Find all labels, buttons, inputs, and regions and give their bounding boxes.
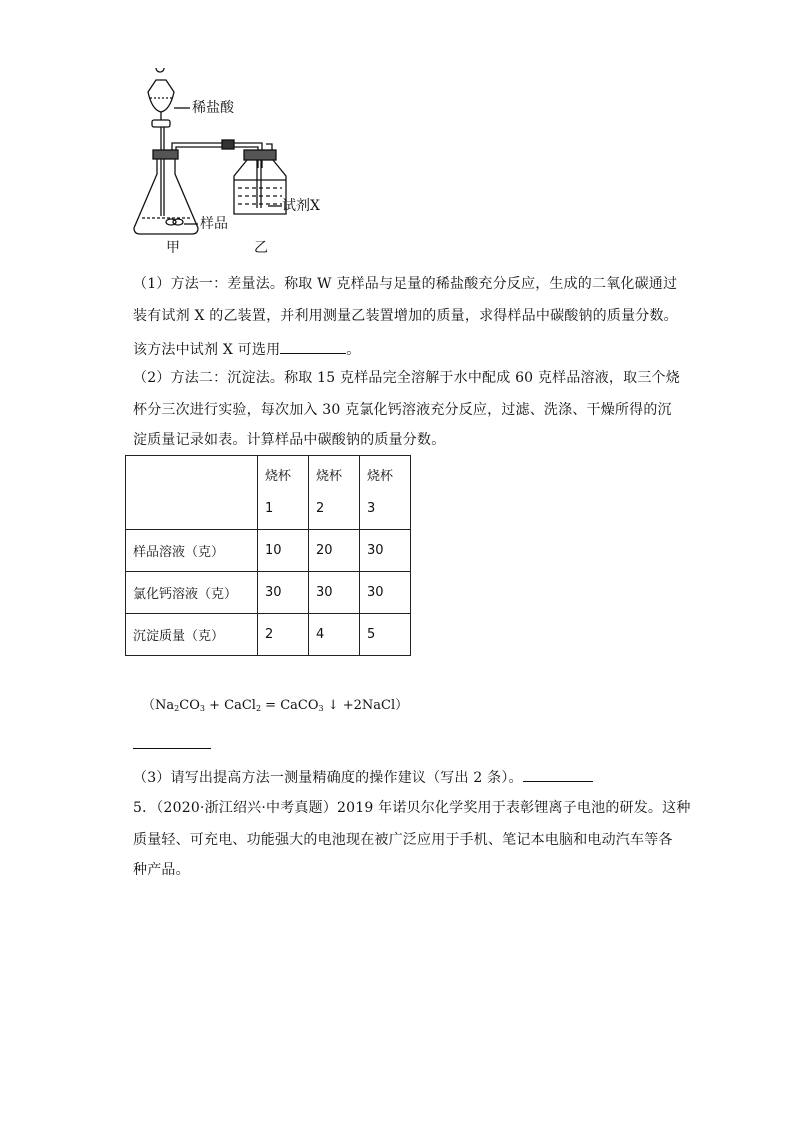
table-cell: 30 xyxy=(309,572,360,614)
header-beaker-number: 3 xyxy=(367,500,376,516)
flask-stopper xyxy=(153,150,178,159)
eq-sub: 3 xyxy=(318,704,324,713)
label-reagent-x: 试剂X xyxy=(282,198,320,214)
answer-blank-q2[interactable] xyxy=(133,748,211,749)
label-dilute-hcl: 稀盐酸 xyxy=(192,100,234,116)
answer-blank-q3[interactable] xyxy=(523,768,593,782)
header-beaker-label: 烧杯 xyxy=(367,468,394,484)
label-jia: 甲 xyxy=(166,240,180,256)
eq-cacl: CaCl xyxy=(224,698,256,713)
table-row xyxy=(126,572,411,614)
q1-line-3 xyxy=(133,340,360,358)
row-label: 氯化钙溶液（克） xyxy=(126,572,258,614)
table-cell: 10 xyxy=(258,530,309,572)
table-corner-cell xyxy=(126,456,258,530)
row-label: 样品溶液（克） xyxy=(126,530,258,572)
table-row xyxy=(126,614,411,656)
q1-line-2: 装有试剂 X 的乙装置，并利用测量乙装置增加的质量，求得样品中碳酸钠的质量分数。 xyxy=(133,308,678,324)
apparatus-drawing xyxy=(128,68,358,258)
table-header-row xyxy=(126,456,411,530)
table-cell: 2 xyxy=(258,614,309,656)
eq-caco: CaCO xyxy=(280,698,319,713)
q1-line-1: （1）方法一：差量法。称取 W 克样品与足量的稀盐酸充分反应，生成的二氧化碳通过 xyxy=(133,276,678,292)
table-header-cell xyxy=(258,456,309,530)
q1-line-3-end: 。 xyxy=(346,342,361,358)
q5-line-2: 质量轻、可充电、功能强大的电池现在被广泛应用于手机、笔记本电脑和电动汽车等各 xyxy=(133,832,673,848)
eq-tail: ↓ +2NaCl） xyxy=(323,698,409,713)
row-label: 沉淀质量（克） xyxy=(126,614,258,656)
eq-co: CO xyxy=(179,698,200,713)
stopcock xyxy=(152,120,170,127)
eq-na: Na xyxy=(155,698,175,713)
q5-line-3: 种产品。 xyxy=(133,862,190,878)
table-cell: 30 xyxy=(258,572,309,614)
eq-open: （ xyxy=(142,698,156,713)
chemical-equation xyxy=(142,698,408,717)
table-cell: 30 xyxy=(360,530,411,572)
q2-line-2: 杯分三次进行实验，每次加入 30 克氯化钙溶液充分反应，过滤、洗涤、干燥所得的沉 xyxy=(133,402,672,418)
table-header-cell xyxy=(309,456,360,530)
q2-line-1: （2）方法二：沉淀法。称取 15 克样品完全溶解于水中配成 60 克样品溶液，取三个烧 xyxy=(133,370,680,386)
answer-blank-q1[interactable] xyxy=(280,340,346,354)
q5-line-1: 5．（2020·浙江绍兴·中考真题）2019 年诺贝尔化学奖用于表彰锂离子电池的研发。这种 xyxy=(133,800,691,816)
eq-sub: 2 xyxy=(174,704,180,713)
q1-line-3-text: 该方法中试剂 X 可选用 xyxy=(133,342,281,358)
table-cell: 30 xyxy=(360,572,411,614)
funnel-stopper xyxy=(156,68,164,72)
header-beaker-number: 1 xyxy=(265,500,274,516)
q2-line-3: 淀质量记录如表。计算样品中碳酸钠的质量分数。 xyxy=(133,432,446,448)
q3-line xyxy=(133,768,593,786)
eq-plus: + xyxy=(204,698,225,713)
table-cell: 4 xyxy=(309,614,360,656)
table-cell: 20 xyxy=(309,530,360,572)
q3-text: （3）请写出提高方法一测量精确度的操作建议（写出 2 条）。 xyxy=(133,770,523,786)
table-header-cell xyxy=(360,456,411,530)
eq-sub: 3 xyxy=(199,704,205,713)
header-beaker-label: 烧杯 xyxy=(265,468,292,484)
label-yi: 乙 xyxy=(254,240,268,256)
apparatus-figure xyxy=(128,68,358,258)
separatory-funnel xyxy=(148,80,174,112)
table-row xyxy=(126,530,411,572)
header-beaker-label: 烧杯 xyxy=(316,468,343,484)
data-table xyxy=(125,455,411,656)
eq-equals: = xyxy=(261,698,281,713)
bottle-stopper xyxy=(244,150,276,160)
table-cell: 5 xyxy=(360,614,411,656)
label-sample: 样品 xyxy=(200,216,228,232)
eq-sub: 2 xyxy=(255,704,262,713)
header-beaker-number: 2 xyxy=(316,500,325,516)
